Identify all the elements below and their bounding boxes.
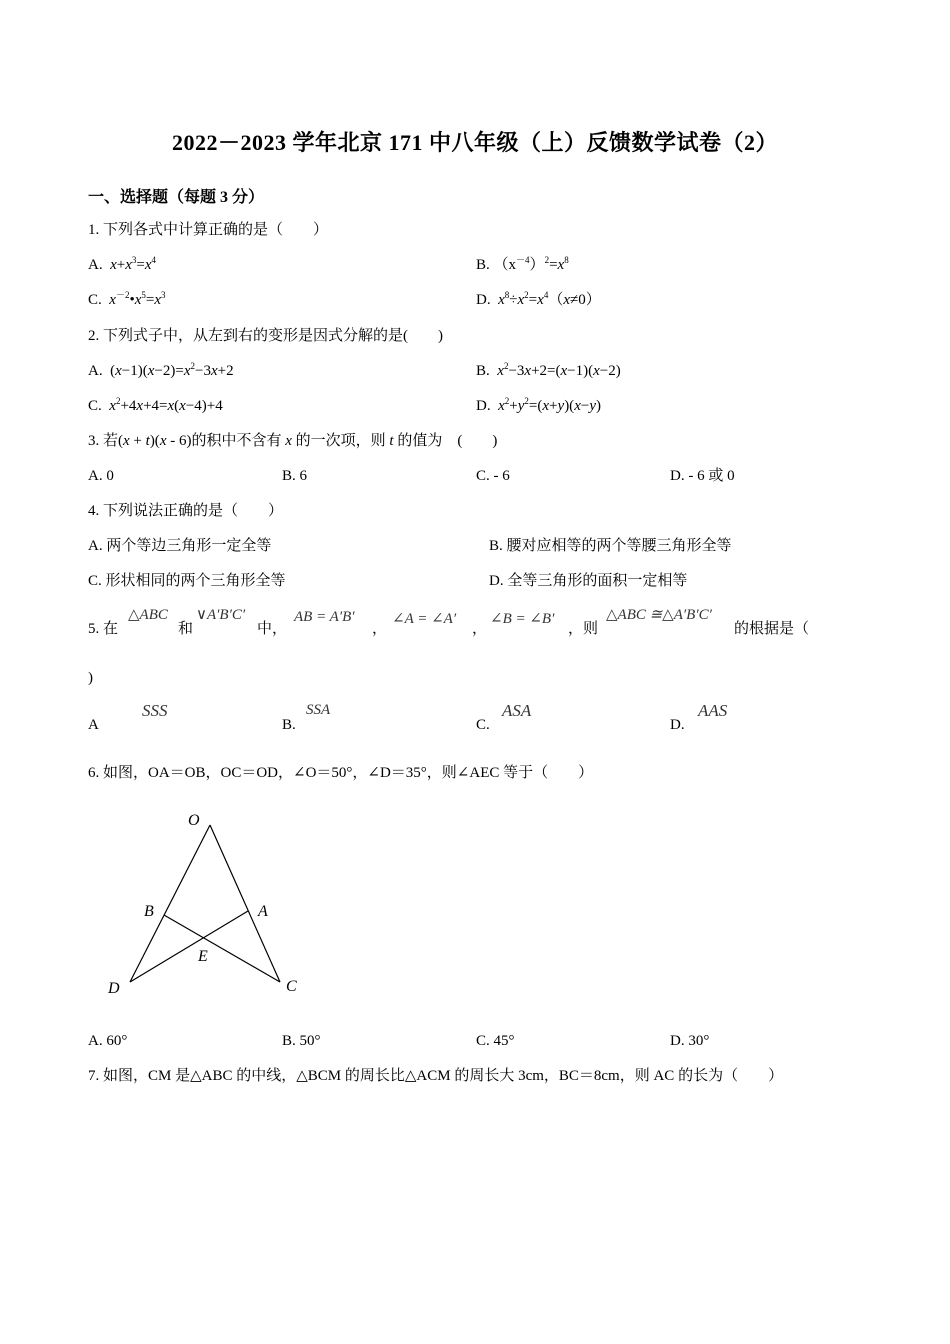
question-4-stem: 4. 下列说法正确的是（ ）	[88, 503, 284, 519]
q1-option-d: D. $x^8\div x^2=x^4(x\ne 0)$	[476, 290, 601, 308]
q5-option-c-math: ASA	[502, 701, 532, 720]
q2-option-c: C. $x^2+4x+4=x(x-4)+4$	[88, 396, 223, 414]
label-o: O	[188, 812, 200, 829]
q5-option-a: A	[88, 717, 99, 733]
q2-option-b: B. $x^2-3x+2=(x-1)(x-2)$	[476, 361, 621, 379]
q1-option-b: B. $(x^{-4})^2=x^8$	[476, 255, 569, 273]
q5-math-angle-a: ∠A = ∠A′	[392, 611, 457, 627]
label-d: D	[108, 980, 120, 997]
q6-option-b: B. 50°	[282, 1033, 321, 1049]
line-oc	[210, 825, 280, 982]
section-heading: 一、选择题（每题 3 分）	[88, 189, 265, 206]
q5-option-a-math: SSS	[142, 701, 168, 720]
question-1-stem: 1. 下列各式中计算正确的是（ ）	[88, 222, 329, 238]
q2-option-a: A. $(x-1)(x-2)=x^2-3x+2$	[88, 361, 234, 379]
q5-math-congruent: △ABC ≅△A′B′C′	[606, 607, 712, 623]
q6-option-a: A. 60°	[88, 1033, 128, 1049]
label-e: E	[198, 948, 208, 965]
q6-option-d: D. 30°	[670, 1033, 710, 1049]
q5-option-d: D.	[670, 717, 685, 733]
question-2-stem: 2. 下列式子中，从左到右的变形是因式分解的是( )	[88, 328, 443, 344]
q6-option-c: C. 45°	[476, 1033, 515, 1049]
q5-math-abc: △ABC	[128, 607, 168, 623]
line-bc	[164, 915, 280, 982]
q1-option-c: C. $x^{-2}•x^5=x^3$	[88, 290, 166, 308]
q5-comma1: ，	[372, 621, 388, 637]
q3-option-c: C. - 6	[476, 468, 510, 484]
q1-option-a: A. $x+x^3=x^4$	[88, 255, 157, 273]
label-b: B	[144, 903, 154, 920]
q5-zhong: 中，	[257, 621, 288, 637]
q4-option-a: A. 两个等边三角形一定全等	[88, 538, 272, 554]
q4-option-b: B. 腰对应相等的两个等腰三角形全等	[489, 538, 732, 554]
question-5-prefix: 5. 在	[88, 621, 119, 637]
page-title: 2022－2023 学年北京 171 中八年级（上）反馈数学试卷（2）	[171, 130, 778, 155]
q5-option-c: C.	[476, 717, 490, 733]
q5-math-a1b1c1: ∨A′B′C′	[196, 607, 246, 623]
q5-math-ab: AB = A′B′	[294, 609, 355, 625]
q5-option-d-math: AAS	[698, 701, 728, 720]
q5-math-angle-b: ∠B = ∠B′	[490, 611, 555, 627]
question-7-stem: 7. 如图，CM 是△ABC 的中线，△BCM 的周长比△ACM 的周长大 3cm，BC＝8cm，则 AC 的长为（ ）	[88, 1068, 784, 1084]
question-6-stem: 6. 如图，OA＝OB，OC＝OD，∠O＝50°，∠D＝35°，则∠AEC 等于（ ）	[88, 765, 594, 781]
q3-option-a: A. 0	[88, 468, 114, 484]
q5-option-b: B.	[282, 717, 296, 733]
q3-option-d: D. - 6 或 0	[670, 468, 735, 484]
q4-option-c: C. 形状相同的两个三角形全等	[88, 573, 286, 589]
q5-ze: ，则	[568, 621, 599, 637]
q6-triangle-figure	[100, 805, 320, 1005]
q5-option-b-math: SSA	[306, 702, 331, 718]
q5-tail: 的根据是（	[734, 621, 810, 637]
q5-close: )	[88, 670, 93, 686]
q3-option-b: B. 6	[282, 468, 308, 484]
question-3-stem: 3. 若(x + t)(x - 6)的积中不含有 x 的一次项，则 t 的值为 ( )	[88, 433, 498, 449]
q5-comma2: ，	[472, 621, 488, 637]
label-a: A	[258, 903, 268, 920]
label-c: C	[286, 978, 297, 995]
q4-option-d: D. 全等三角形的面积一定相等	[489, 573, 688, 589]
q2-option-d: D. $x^2+y^2=(x+y)(x-y)$	[476, 396, 601, 414]
q5-and: 和	[178, 621, 194, 637]
